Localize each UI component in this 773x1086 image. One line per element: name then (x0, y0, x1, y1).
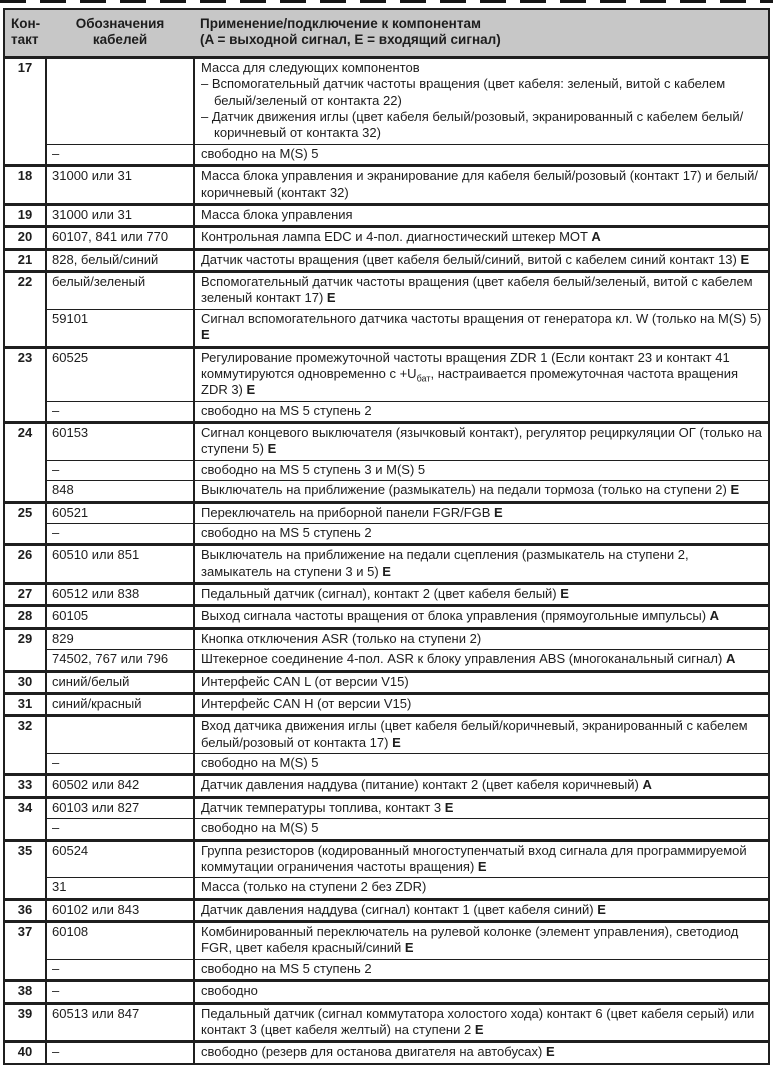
table-row (4, 693, 769, 715)
table-row (4, 628, 769, 649)
cable-designation: 60513 или 847 (46, 1003, 194, 1042)
application-description (194, 981, 769, 1003)
cable-designation: – (46, 754, 194, 775)
application-description (194, 423, 769, 461)
description-line: Интерфейс CAN L (от версии V15) (201, 673, 409, 689)
contact-number: 27 (4, 584, 46, 606)
contact-number: 39 (4, 1003, 46, 1042)
cable-designation: – (46, 523, 194, 544)
application-description (194, 502, 769, 523)
cable-designation: 60107, 841 или 770 (46, 227, 194, 249)
cable-designation: 31000 или 31 (46, 204, 194, 226)
table-row (4, 309, 769, 347)
contact-number: 32 (4, 716, 46, 775)
description-line: свободно на M(S) 5 (201, 145, 319, 161)
description-line: свободно на M(S) 5 (201, 820, 319, 836)
description-line: Выключатель на приближение (размыкатель) на педали тормоза (только на ступени 2) E (201, 482, 740, 498)
description-line: свободно (резерв для останова двигателя на автобусах) E (201, 1044, 555, 1060)
cable-designation (46, 57, 194, 144)
table-row (4, 754, 769, 775)
application-description (194, 899, 769, 921)
application-description (194, 166, 769, 205)
table-row (4, 899, 769, 921)
application-description (194, 878, 769, 899)
table-row (4, 502, 769, 523)
header-application-title: Применение/подключение к компонентам (200, 16, 481, 31)
pin-assignment-table (3, 8, 770, 1065)
application-description (194, 144, 769, 165)
contact-number: 19 (4, 204, 46, 226)
description-line: Группа резисторов (кодированный многоступенчатый вход сигнала для программируемой коммутации ограничения частоты вращения) E (201, 842, 747, 874)
contact-number: 36 (4, 899, 46, 921)
contact-number: 21 (4, 249, 46, 271)
table-row (4, 272, 769, 310)
description-line: Выключатель на приближение на педали сцепления (размыкатель на ступени 2, замыкатель на ступени 3 и 5) E (201, 547, 689, 579)
cable-designation (46, 716, 194, 754)
application-description (194, 671, 769, 693)
table-row (4, 959, 769, 980)
application-description (194, 227, 769, 249)
cable-designation: синий/белый (46, 671, 194, 693)
description-line: свободно на M(S) 5 (201, 755, 319, 771)
cable-designation: 60153 (46, 423, 194, 461)
description-line: – Датчик движения иглы (цвет кабеля белый/розовый, экранированный с кабелем белый/коричневый от контакта 32) (201, 109, 744, 141)
cable-designation: – (46, 1042, 194, 1064)
application-description (194, 606, 769, 628)
application-description (194, 481, 769, 502)
table-row (4, 671, 769, 693)
application-description (194, 584, 769, 606)
description-line: Выход сигнала частоты вращения от блока управления (прямоугольные импульсы) A (201, 608, 720, 624)
table-row (4, 819, 769, 840)
header-cables-line2: кабелей (92, 32, 148, 48)
description-line: Вход датчика движения иглы (цвет кабеля белый/коричневый, экранированный с кабелем белый/розовый от контакта 17) E (201, 718, 748, 750)
table-row (4, 1042, 769, 1064)
cable-designation: 60108 (46, 922, 194, 960)
description-line: Сигнал концевого выключателя (язычковый контакт), регулятор рециркуляции ОГ (только на ступени 5) E (201, 425, 762, 457)
description-line: свободно на MS 5 ступень 3 и M(S) 5 (201, 461, 426, 477)
table-row (4, 347, 769, 401)
application-description (194, 650, 769, 671)
table-row (4, 775, 769, 797)
contact-number: 30 (4, 671, 46, 693)
contact-number: 37 (4, 922, 46, 981)
contact-number: 34 (4, 797, 46, 840)
table-row (4, 227, 769, 249)
application-description (194, 1003, 769, 1042)
contact-number: 38 (4, 981, 46, 1003)
application-description (194, 628, 769, 649)
application-description (194, 840, 769, 878)
cable-designation: 60103 или 827 (46, 797, 194, 818)
application-description (194, 775, 769, 797)
cable-designation: – (46, 401, 194, 422)
contact-number: 18 (4, 166, 46, 205)
table-row (4, 650, 769, 671)
contact-number: 40 (4, 1042, 46, 1064)
table-row (4, 922, 769, 960)
application-description (194, 754, 769, 775)
application-description (194, 309, 769, 347)
application-description (194, 347, 769, 401)
table-row (4, 545, 769, 584)
application-description (194, 922, 769, 960)
cable-designation: 60502 или 842 (46, 775, 194, 797)
application-description (194, 204, 769, 226)
table-row (4, 584, 769, 606)
description-line: свободно (201, 983, 258, 999)
application-description (194, 249, 769, 271)
application-description (194, 401, 769, 422)
header-application (194, 9, 769, 57)
table-row (4, 57, 769, 144)
application-description (194, 57, 769, 144)
cable-designation: 828, белый/синий (46, 249, 194, 271)
description-line: свободно на MS 5 ступень 2 (201, 960, 372, 976)
contact-number: 25 (4, 502, 46, 545)
description-line: свободно на MS 5 ступень 2 (201, 402, 372, 418)
contact-number: 33 (4, 775, 46, 797)
cable-designation: – (46, 981, 194, 1003)
cable-designation: – (46, 460, 194, 480)
table-row (4, 606, 769, 628)
header-cables (46, 9, 194, 57)
description-line: Педальный датчик (сигнал коммутатора холостого хода) контакт 6 (цвет кабеля серый) или контакт 3 (цвет кабеля желтый) на ступени 2 E (201, 1005, 755, 1037)
table-row (4, 401, 769, 422)
table-body (4, 57, 769, 1063)
application-description (194, 545, 769, 584)
contact-number: 17 (4, 57, 46, 165)
table-header (4, 9, 769, 57)
application-description (194, 272, 769, 310)
table-row (4, 460, 769, 480)
description-line: Сигнал вспомогательного датчика частоты вращения от генератора кл. W (только на M(S) 5) E (201, 310, 762, 343)
description-line: свободно на MS 5 ступень 2 (201, 524, 372, 540)
description-line: Масса (только на ступени 2 без ZDR) (201, 879, 427, 895)
cable-designation: 829 (46, 628, 194, 649)
description-line: Интерфейс CAN H (от версии V15) (201, 695, 412, 711)
description-line: Датчик давления наддува (питание) контакт 2 (цвет кабеля коричневый) A (201, 777, 652, 793)
table-row (4, 423, 769, 461)
contact-number: 22 (4, 272, 46, 348)
header-contact-line2: такт (11, 32, 39, 48)
header-contact (4, 9, 46, 57)
table-row (4, 1003, 769, 1042)
table-row (4, 166, 769, 205)
contact-number: 29 (4, 628, 46, 671)
application-description (194, 1042, 769, 1064)
table-row (4, 249, 769, 271)
cable-designation: – (46, 819, 194, 840)
table-row (4, 981, 769, 1003)
header-cables-line1: Обозначения (75, 16, 165, 31)
contact-number: 26 (4, 545, 46, 584)
description-line: Вспомогательный датчик частоты вращения (цвет кабеля белый/зеленый, витой с кабелем зеленый контакт 17) E (201, 274, 753, 306)
application-description (194, 523, 769, 544)
cable-designation: 74502, 767 или 796 (46, 650, 194, 671)
cable-designation: – (46, 959, 194, 980)
application-description (194, 460, 769, 480)
cable-designation: 60510 или 851 (46, 545, 194, 584)
description-line: Контрольная лампа EDC и 4-пол. диагностический штекер MOT A (201, 229, 601, 245)
description-line: – Вспомогательный датчик частоты вращения (цвет кабеля: зеленый, витой с кабелем белый/зеленый от контакта 22) (201, 76, 726, 108)
table-row (4, 144, 769, 165)
description-line: Датчик частоты вращения (цвет кабеля белый/синий, витой с кабелем синий контакт 13) E (201, 251, 750, 267)
cable-designation: 60102 или 843 (46, 899, 194, 921)
description-line: Масса блока управления и экранирование для кабеля белый/розовый (контакт 17) и белый/коричневый (контакт 32) (201, 168, 758, 200)
cable-designation: 60524 (46, 840, 194, 878)
description-line: Кнопка отключения ASR (только на ступени 2) (201, 630, 482, 646)
table-row (4, 481, 769, 502)
header-application-legend: (A = выходной сигнал, E = входящий сигнал) (200, 32, 501, 48)
description-line: Штекерное соединение 4-пол. ASR к блоку управления ABS (многоканальный сигнал) A (201, 651, 736, 667)
cable-designation: синий/красный (46, 693, 194, 715)
application-description (194, 797, 769, 818)
table-row (4, 204, 769, 226)
table-row (4, 878, 769, 899)
contact-number: 35 (4, 840, 46, 899)
cable-designation: 60512 или 838 (46, 584, 194, 606)
header-contact-line1: Кон- (11, 16, 41, 31)
scan-artifact-top-rule (0, 0, 773, 3)
cable-designation: 59101 (46, 309, 194, 347)
cable-designation: 848 (46, 481, 194, 502)
description-line: Педальный датчик (сигнал), контакт 2 (цвет кабеля белый) E (201, 586, 569, 602)
description-line: Масса блока управления (201, 206, 353, 222)
application-description (194, 959, 769, 980)
description-line: Комбинированный переключатель на рулевой колонке (элемент управления), светодиод FGR, цвет кабеля красный/синий E (201, 924, 739, 956)
description-line: Датчик температуры топлива, контакт 3 E (201, 799, 454, 815)
contact-number: 24 (4, 423, 46, 503)
application-description (194, 819, 769, 840)
description-line: Переключатель на приборной панели FGR/FGB E (201, 504, 503, 520)
table-row (4, 523, 769, 544)
contact-number: 31 (4, 693, 46, 715)
cable-designation: 60521 (46, 502, 194, 523)
cable-designation: 31000 или 31 (46, 166, 194, 205)
table-row (4, 840, 769, 878)
table-row (4, 716, 769, 754)
header-row (4, 9, 769, 57)
contact-number: 23 (4, 347, 46, 423)
cable-designation: 60525 (46, 347, 194, 401)
description-line: Датчик давления наддува (сигнал) контакт 1 (цвет кабеля синий) E (201, 901, 606, 917)
table-row (4, 797, 769, 818)
cable-designation: 31 (46, 878, 194, 899)
description-line: Масса для следующих компонентов (201, 59, 420, 75)
contact-number: 28 (4, 606, 46, 628)
cable-designation: – (46, 144, 194, 165)
contact-number: 20 (4, 227, 46, 249)
description-line: Регулирование промежуточной частоты вращения ZDR 1 (Если контакт 23 и контакт 41 коммутируются одновременно $с +U_{бат}$, настраивается промежуточная частота вращения ZDR 3) E (201, 349, 739, 398)
cable-designation: белый/зеленый (46, 272, 194, 310)
application-description (194, 693, 769, 715)
application-description (194, 716, 769, 754)
cable-designation: 60105 (46, 606, 194, 628)
